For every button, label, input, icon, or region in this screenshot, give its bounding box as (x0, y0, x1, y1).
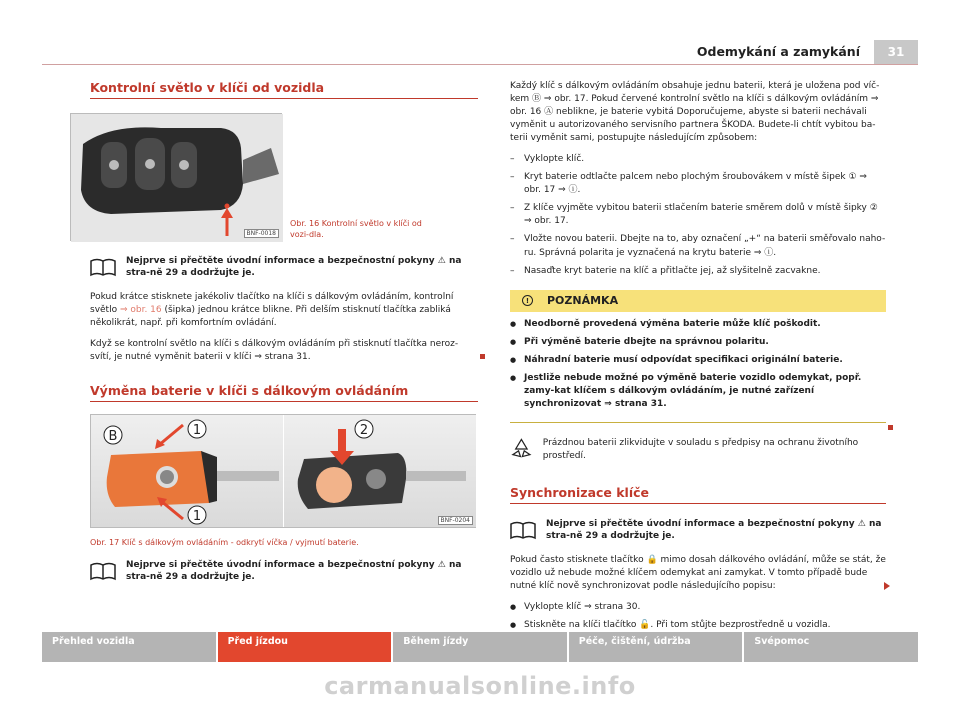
key-battery-photo (283, 415, 476, 527)
list-item: ● Stiskněte na klíči tlačítko 🔓. Při tom stůjte bezprostředně u vozidla. (510, 619, 886, 632)
figure-code: BNF-0018 (244, 229, 280, 238)
note-title: POZNÁMKA (547, 294, 619, 308)
list-item: ● Vyklopte klíč ⇒ strana 30. (510, 601, 886, 614)
figure-caption: Obr. 16 Kontrolní světlo v klíči od vozi-dla. (290, 219, 422, 240)
sync-steps-list (510, 601, 886, 632)
section-title-indicator: Kontrolní světlo v klíči od vozidla (90, 80, 478, 99)
label-1-top: 1 (192, 422, 202, 438)
left-column (90, 80, 478, 595)
list-item: – Vyklopte klíč. (510, 153, 886, 166)
label-1-bottom: 1 (192, 508, 202, 524)
list-item: ● Při výměně baterie dbejte na správnou polaritu. (510, 336, 886, 349)
list-item: – Vložte novou baterii. Dbejte na to, aby označení „+“ na baterii směřovalo naho-ru. Správná polarita je vyznačená na krytu baterie ⇒ ⓘ. (510, 233, 886, 259)
book-icon (510, 520, 536, 540)
tab-svepomoc[interactable]: Svépomoc (744, 632, 918, 662)
key-cover-illustration (91, 415, 283, 527)
note-header (510, 290, 886, 312)
label-2: 2 (359, 422, 369, 438)
environment-note (510, 437, 886, 463)
tab-pred-jizdou[interactable]: Před jízdou (218, 632, 392, 662)
tab-behem-jizdy[interactable]: Během jízdy (393, 632, 567, 662)
page-header-title: Odemykání a zamykání (696, 44, 860, 59)
warning-text: Nejprve si přečtěte úvodní informace a bezpečnostní pokyny ⚠ na stra-ně 29 a dodržujte je. (546, 518, 882, 542)
list-item: ● Neodborně provedená výměna baterie může klíč poškodit. (510, 318, 886, 331)
tab-prehled-vozidla[interactable]: Přehled vozidla (42, 632, 216, 662)
text: Pokud krátce stisknete jakékoliv tlačítko na klíči s dálkovým ovládáním, kontrolní světlo (90, 292, 454, 316)
warning-text: Nejprve si přečtěte úvodní informace a bezpečnostní pokyny ⚠ na stra-ně 29 a dodržujte je. (126, 559, 462, 582)
key-illustration (71, 114, 283, 242)
steps-list (510, 153, 886, 277)
key-open-cover-photo (91, 415, 283, 527)
section-title-battery: Výměna baterie v klíči s dálkovým ovládáním (90, 383, 478, 402)
paragraph: Pokud často stisknete tlačítko 🔒 mimo dosah dálkového ovládání, může se stát, že vozidlo už nebude možné klíčem odemykat ani zamykat. V tomto případě bude nutné klíč nově synchronizovat podle následujícího popisu: (510, 555, 886, 592)
text: (šipka) jednou krátce blikne. Při delším stisknutí tlačítka zabliká několikrát, např. při komfortním ovládání. (90, 305, 451, 329)
figure-16 (90, 113, 478, 241)
header-rule (42, 64, 918, 65)
label-b: B (108, 428, 118, 444)
watermark: carmanualsonline.info (324, 672, 636, 700)
figure-17 (90, 414, 476, 528)
section-end-marker (480, 354, 485, 359)
warning-text: Nejprve si přečtěte úvodní informace a bezpečnostní pokyny ⚠ na stra-ně 29 a dodržujte je. (126, 256, 462, 279)
list-item: ● Náhradní baterie musí odpovídat specifikaci originální baterie. (510, 354, 886, 367)
figure-code: BNF-0204 (438, 516, 474, 525)
warning-block (90, 559, 478, 583)
figure-link[interactable]: ⇒ obr. 16 (119, 305, 162, 316)
section-title-sync: Synchronizace klíče (510, 485, 886, 504)
paragraph (90, 291, 478, 330)
paragraph: Když se kontrolní světlo na klíči s dálkovým ovládáním při stisknutí tlačítka neroz-svítí, je nutné vyměnit baterii v klíči ⇒ strana 31. (90, 339, 459, 363)
warning-block (510, 518, 886, 542)
figure-caption: Obr. 17 Klíč s dálkovým ovládáním - odkrytí víčka / vyjmutí baterie. (90, 537, 359, 547)
note-list (510, 312, 886, 423)
book-icon (90, 561, 116, 581)
book-icon (90, 257, 116, 277)
right-column (510, 80, 886, 638)
key-photo (70, 113, 282, 241)
section-end-marker (888, 425, 893, 430)
list-item: – Z klíče vyjměte vybitou baterii stlačením baterie směrem dolů v místě šipky ② ⇒ obr. 17. (510, 202, 886, 228)
info-icon: ! (522, 295, 533, 306)
continue-arrow-icon (884, 582, 890, 590)
list-item: ● Jestliže nebude možné po výměně baterie vozidlo odemykat, popř. zamy-kat klíčem s dálkovým ovládáním, je nutné zařízení synchronizovat ⇒ strana 31. (510, 372, 886, 411)
tab-pece-cisteni-udrzba[interactable]: Péče, čištění, údržba (569, 632, 743, 662)
environment-text: Prázdnou baterii zlikvidujte v souladu s předpisy na ochranu životního prostředí. (542, 437, 859, 461)
list-item: – Nasaďte kryt baterie na klíč a přitlačte jej, až slyšitelně zacvakne. (510, 265, 886, 278)
footer-nav (42, 632, 918, 662)
page-number: 31 (874, 40, 918, 64)
paragraph: Každý klíč s dálkovým ovládáním obsahuje jednu baterii, která je uložena pod víč-kem Ⓑ ⇒ obr. 17. Pokud červené kontrolní světlo na klíči s dálkovým ovládáním ⇒ obr. 16 Ⓐ neblikne, je baterie vybitá Doporučujeme, abyste si baterii nechávali vyměnit u autorizovaného servisního partnera ŠKODA. Budete-li chtít vybitou ba-terii vyměnit sami, postupujte následujícím způsobem: (510, 81, 880, 144)
warning-block (90, 255, 478, 279)
list-item: – Kryt baterie odtlačte palcem nebo plochým šroubovákem v místě šipek ① ⇒ obr. 17 ⇒ ⓘ. (510, 171, 886, 197)
key-battery-illustration (284, 415, 476, 527)
recycle-icon (510, 437, 533, 459)
note-box (510, 290, 886, 423)
